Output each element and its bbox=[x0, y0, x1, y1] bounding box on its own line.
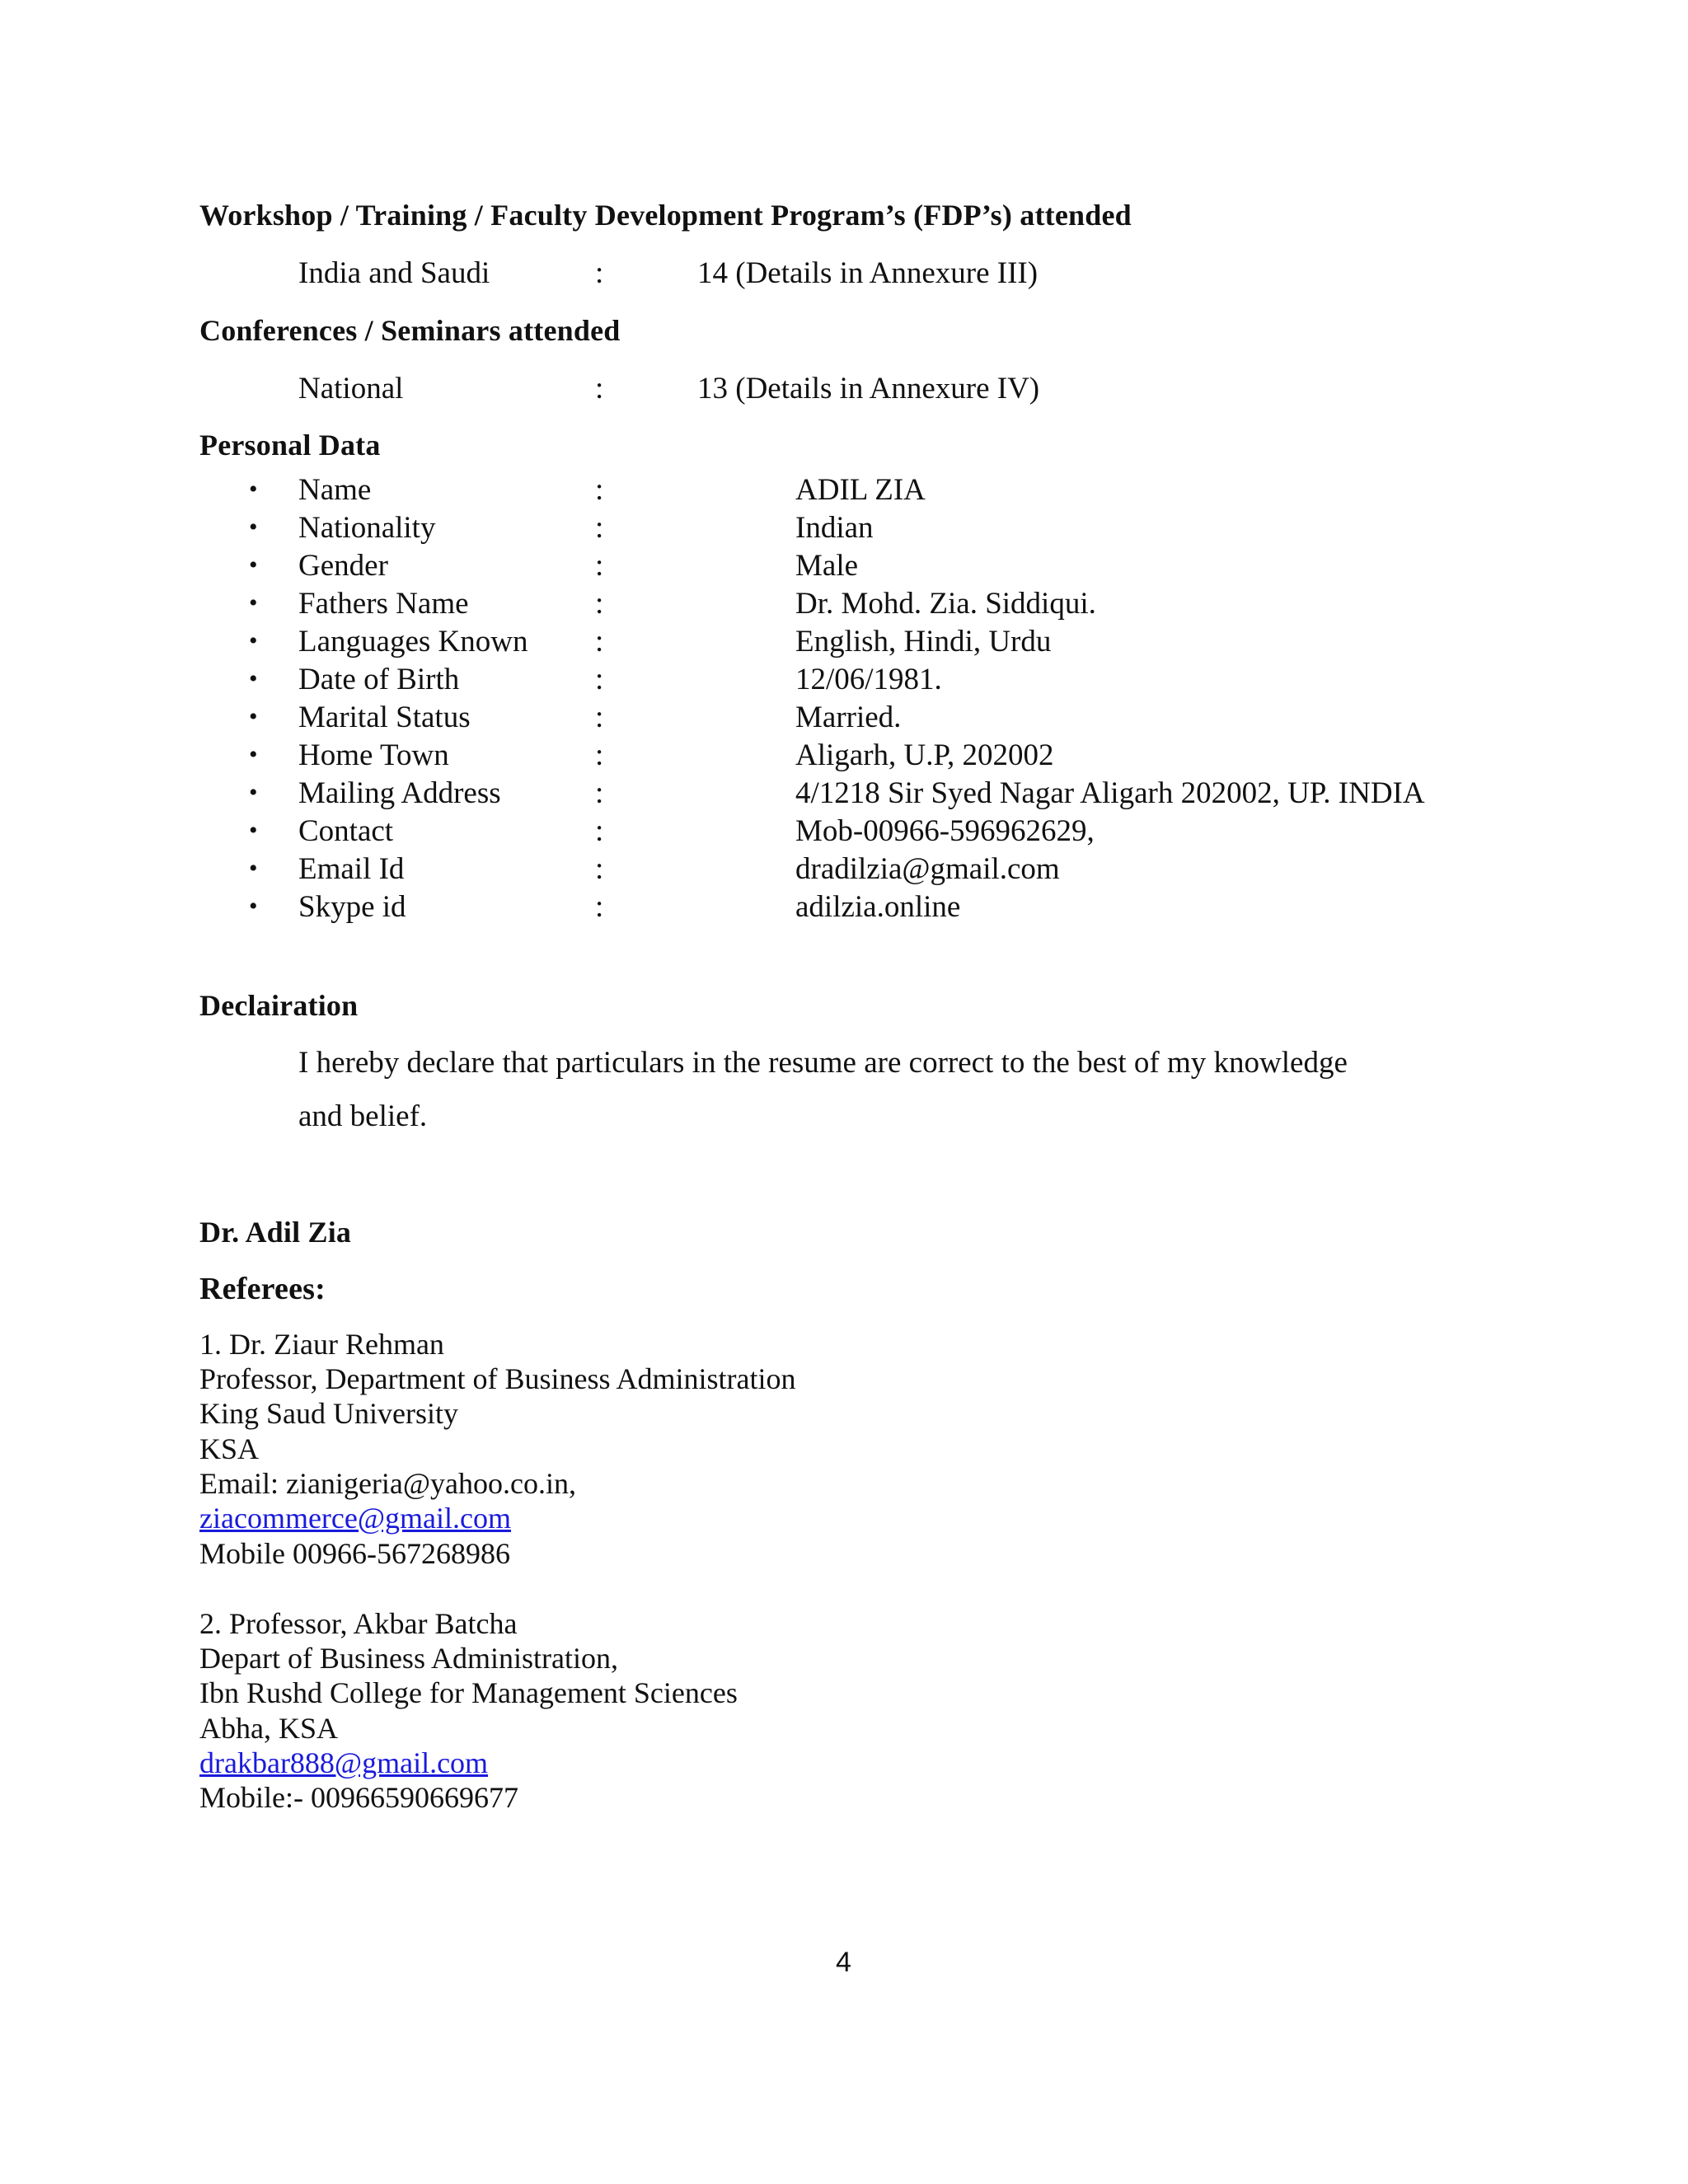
bullet: • bbox=[249, 779, 258, 806]
bullet: • bbox=[249, 589, 258, 616]
field-value: 4/1218 Sir Syed Nagar Aligarh 202002, UP. INDIA bbox=[795, 776, 1425, 810]
bullet: • bbox=[249, 703, 258, 730]
field-label: Contact bbox=[298, 814, 394, 848]
field-colon: : bbox=[595, 473, 604, 507]
conferences-heading: Conferences / Seminars attended bbox=[199, 314, 621, 347]
field-label: Gender bbox=[298, 549, 388, 583]
bullet: • bbox=[249, 741, 258, 768]
declaration-line-2: and belief. bbox=[298, 1099, 428, 1133]
referee-2-city: Abha, KSA bbox=[199, 1712, 338, 1745]
field-label: Date of Birth bbox=[298, 663, 460, 696]
field-value: dradilzia@gmail.com bbox=[795, 852, 1060, 886]
referee-1-email: Email: zianigeria@yahoo.co.in, bbox=[199, 1467, 576, 1500]
conferences-label: National bbox=[298, 372, 404, 405]
field-colon: : bbox=[595, 776, 604, 810]
field-label: Skype id bbox=[298, 890, 406, 924]
field-value: Married. bbox=[795, 701, 902, 734]
field-value: adilzia.online bbox=[795, 890, 961, 924]
referee-1-org: King Saud University bbox=[199, 1397, 458, 1430]
declaration-line-1: I hereby declare that particulars in the resume are correct to the best of my knowledge bbox=[298, 1046, 1348, 1080]
declaration-heading: Declairation bbox=[199, 989, 359, 1022]
bullet: • bbox=[249, 893, 258, 920]
referee-1-email-link[interactable]: ziacommerce@gmail.com bbox=[199, 1502, 511, 1535]
bullet: • bbox=[249, 513, 258, 541]
field-value: Indian bbox=[795, 511, 874, 545]
field-label: Nationality bbox=[298, 511, 436, 545]
workshop-value: 14 (Details in Annexure III) bbox=[697, 256, 1039, 290]
field-label: Mailing Address bbox=[298, 776, 501, 810]
bullet: • bbox=[249, 551, 258, 579]
field-label: Email Id bbox=[298, 852, 405, 886]
field-label: Fathers Name bbox=[298, 587, 469, 621]
referee-2-name: 2. Professor, Akbar Batcha bbox=[199, 1607, 518, 1640]
referee-1-title: Professor, Department of Business Administration bbox=[199, 1362, 796, 1395]
field-label: Languages Known bbox=[298, 625, 528, 658]
field-colon: : bbox=[595, 852, 604, 886]
bullet: • bbox=[249, 817, 258, 844]
referee-1-name: 1. Dr. Ziaur Rehman bbox=[199, 1328, 444, 1361]
field-label: Marital Status bbox=[298, 701, 471, 734]
field-colon: : bbox=[595, 511, 604, 545]
field-label: Home Town bbox=[298, 738, 449, 772]
field-colon: : bbox=[595, 701, 604, 734]
bullet: • bbox=[249, 476, 258, 503]
signature-name: Dr. Adil Zia bbox=[199, 1216, 352, 1249]
field-colon: : bbox=[595, 663, 604, 696]
field-value: ADIL ZIA bbox=[795, 473, 926, 507]
workshop-colon: : bbox=[595, 256, 604, 290]
field-value: 12/06/1981. bbox=[795, 663, 942, 696]
field-value: English, Hindi, Urdu bbox=[795, 625, 1052, 658]
field-value: Aligarh, U.P, 202002 bbox=[795, 738, 1054, 772]
field-colon: : bbox=[595, 625, 604, 658]
field-colon: : bbox=[595, 738, 604, 772]
field-colon: : bbox=[595, 814, 604, 848]
conferences-colon: : bbox=[595, 372, 604, 405]
bullet: • bbox=[249, 855, 258, 882]
workshop-heading: Workshop / Training / Faculty Development Program’s (FDP’s) attended bbox=[199, 199, 1132, 232]
referee-2-mobile: Mobile:- 00966590669677 bbox=[199, 1781, 518, 1814]
referee-2-org: Ibn Rushd College for Management Sciences bbox=[199, 1676, 738, 1709]
referee-1-mobile: Mobile 00966-567268986 bbox=[199, 1537, 510, 1570]
field-label: Name bbox=[298, 473, 372, 507]
referee-2-dept: Depart of Business Administration, bbox=[199, 1642, 618, 1675]
workshop-label: India and Saudi bbox=[298, 256, 490, 290]
conferences-value: 13 (Details in Annexure IV) bbox=[697, 372, 1040, 405]
field-colon: : bbox=[595, 890, 604, 924]
bullet: • bbox=[249, 627, 258, 654]
field-value: Male bbox=[795, 549, 859, 583]
page-number: 4 bbox=[836, 1947, 851, 1978]
field-value: Dr. Mohd. Zia. Siddiqui. bbox=[795, 587, 1096, 621]
field-value: Mob-00966-596962629, bbox=[795, 814, 1095, 848]
bullet: • bbox=[249, 665, 258, 692]
field-colon: : bbox=[595, 587, 604, 621]
referee-1-country: KSA bbox=[199, 1432, 260, 1465]
personal-data-heading: Personal Data bbox=[199, 429, 381, 462]
referees-heading: Referees: bbox=[199, 1272, 326, 1306]
referee-2-email-link[interactable]: drakbar888@gmail.com bbox=[199, 1746, 489, 1779]
field-colon: : bbox=[595, 549, 604, 583]
